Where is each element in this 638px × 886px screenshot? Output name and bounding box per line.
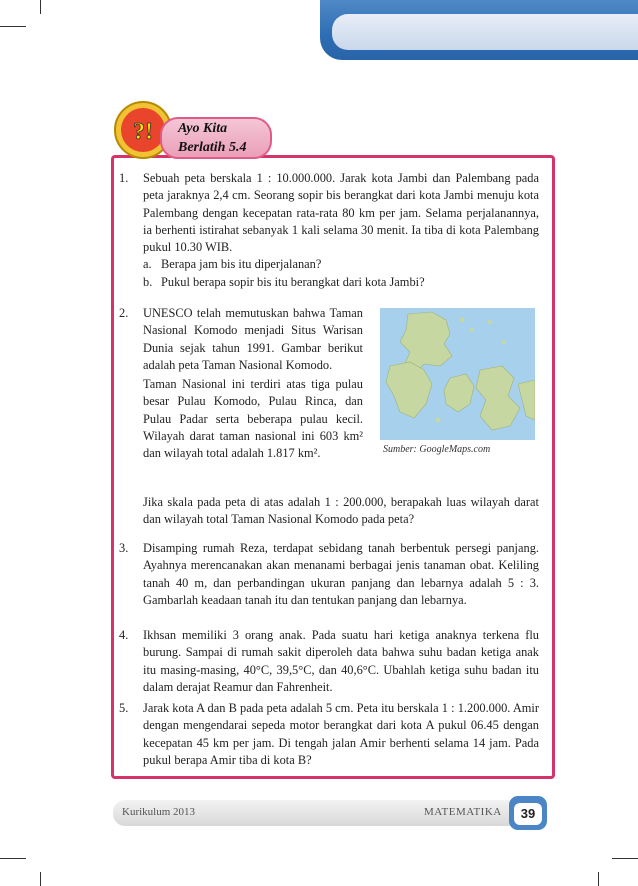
problem-4 [119,627,539,696]
subitem [143,274,539,291]
section-title-line2: Berlatih 5.4 [178,140,247,155]
section-title-line1: Ayo Kita [178,121,228,136]
header-band-inner [332,14,638,50]
crop-mark [40,872,41,886]
problem-text: Sebuah peta berskala 1 : 10.000.000. Jarak kota Jambi dan Palembang pada peta jaraknya 2,4 cm. Seorang sopir bis berangkat dari kota Jambi menuju kota Palembang dengan kecepatan rata-rata 80 km per jam. Selama perjalanannya, ia berhenti istirahat sebanyak 1 kali selama 30 menit. Ia tiba di kota Palembang pukul 10.30 WIB. [143,171,539,255]
subitem-text: Berapa jam bis itu diperjalanan? [161,257,322,272]
page-number: 39 [514,803,542,825]
problem-2 [119,305,363,463]
problem-text: Disamping rumah Reza, terdapat sebidang tanah berbentuk persegi panjang. Ayahnya merencanakan akan menanami berbagai jenis tanaman obat. Keliling tanah 40 m, dan perbandingan ukuran panjang dan lebarnya adalah 5 : 3. Gambarlah keadaan tanah itu dan tentukan panjang dan lebarnya. [143,541,539,607]
crop-mark [612,858,638,859]
crop-mark [0,858,26,859]
problem-text: UNESCO telah memutuskan bahwa Taman Nasional Komodo menjadi Situs Warisan Dunia sejak tahun 1991. Gambar berikut adalah peta Taman Nasional Komodo. [143,306,363,372]
crop-mark [598,872,599,886]
problem-1 [119,170,539,291]
crop-mark [0,26,26,27]
problem-3 [119,540,539,609]
map-caption: Sumber: GoogleMaps.com [383,444,491,455]
problem-2-question: Jika skala pada peta di atas adalah 1 : 200.000, berapakah luas wilayah darat dan wilayah total Taman Nasional Komodo pada peta? [143,495,539,527]
problem-number: 1. [119,171,129,185]
problem-text: Taman Nasional ini terdiri atas tiga pulau besar Pulau Komodo, Pulau Rinca, dan Pulau Padar serta beberapa pulau kecil. Wilayah darat taman nasional ini 603 km² dan wilayah total adalah 1.817 km². [143,377,363,461]
footer-curriculum: Kurikulum 2013 [122,806,196,818]
subitem-label: a. [143,257,152,272]
subitem-text: Pukul berapa sopir bis itu berangkat dari kota Jambi? [161,274,425,289]
subitem-label: b. [143,274,153,289]
problem-5 [119,700,539,769]
problem-number: 3. [119,541,129,555]
problem-text: Ikhsan memiliki 3 orang anak. Pada suatu hari ketiga anaknya terkena flu burung. Sampai di rumah sakit diperoleh data bahwa suhu badan ketiga anak itu masing-masing, 40°C, 39,5°C, dan 40,6°C. Ubahlah ketiga suhu badan itu dalam derajat Reamur dan Fahrenheit. [143,628,539,694]
crop-mark [40,0,41,14]
problem-number: 2. [119,306,129,320]
subitem [143,256,539,273]
footer-subject: MATEMATIKA [424,806,502,818]
badge-text: ?! [133,119,153,145]
komodo-map-image [380,308,535,440]
problem-number: 4. [119,628,129,642]
problem-number: 5. [119,701,129,715]
problem-text: Jarak kota A dan B pada peta adalah 5 cm. Peta itu berskala 1 : 1.200.000. Amir dengan mengendarai sepeda motor berangkat dari kota A pukul 06.45 dengan kecepatan 45 km per jam. Di tengah jalan Amir berhenti selama 14 jam. Pada pukul berapa Amir tiba di kota B? [143,701,539,767]
